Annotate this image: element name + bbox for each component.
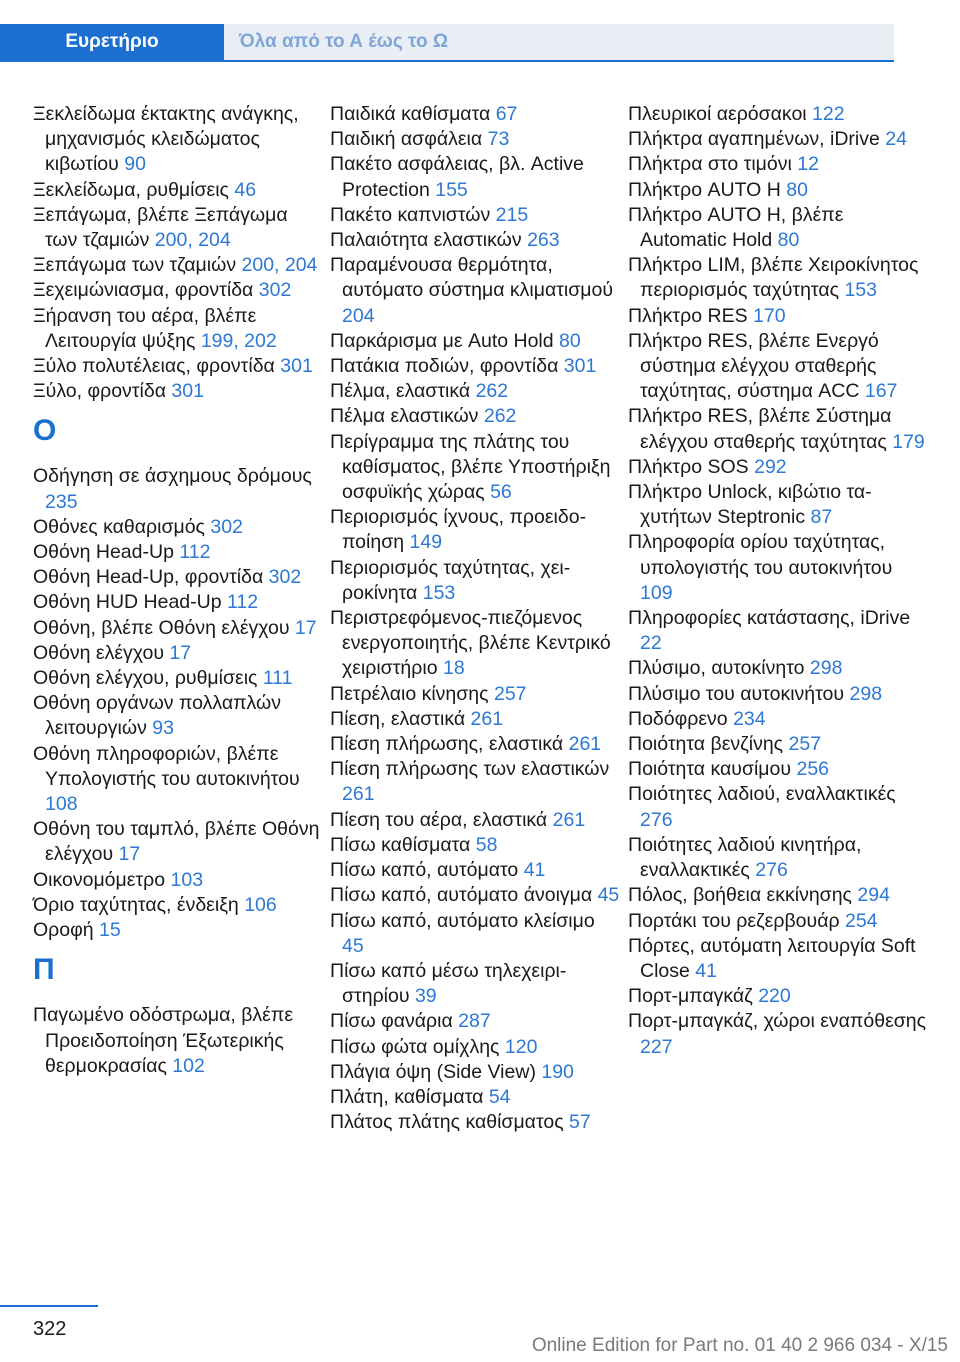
- index-entry-page-link[interactable]: 256: [796, 758, 830, 781]
- index-entry-term: Πέλμα, ελαστικά: [330, 380, 476, 403]
- index-entry-term: Ξεπάγωμα, βλέπε Ξεπάγωμα των τζαμιών: [33, 203, 288, 252]
- index-entry: [628, 782, 928, 832]
- index-entry-term: Πόρτες, αυτόματη λειτουργία Soft Close: [628, 934, 916, 982]
- tab-index[interactable]: Ευρετήριο: [0, 24, 224, 60]
- index-entry-term: Πίσω καπό, αυτόματο: [330, 859, 524, 882]
- index-entry-page-link[interactable]: 215: [495, 203, 529, 226]
- index-entry-term: Οθόνη ελέγχου, ρυθμίσεις: [33, 667, 263, 690]
- index-entry-page-link[interactable]: 24: [885, 128, 907, 151]
- index-entry-term: Παγωμένο οδόστρωμα, βλέπε Προειδοποίηση Έξωτερικής θερμοκρασίας: [33, 1004, 294, 1077]
- index-entry-term: Πίσω καπό, αυτόματο κλείσιμο: [330, 909, 595, 932]
- index-entry: [628, 732, 928, 757]
- index-entry-page-link[interactable]: 153: [422, 581, 456, 604]
- index-entry-page-link[interactable]: 45: [597, 884, 620, 907]
- index-entry-page-link[interactable]: 200, 204: [241, 254, 318, 277]
- index-entry: [33, 379, 323, 404]
- index-entry: [330, 959, 620, 1009]
- index-letter-heading: Ο: [33, 414, 57, 448]
- index-entry-term: Πλύσιμο του αυτοκινήτου: [628, 682, 850, 705]
- index-entry-page-link[interactable]: 58: [475, 833, 498, 856]
- index-entry: [628, 203, 928, 253]
- index-entry-page-link[interactable]: 103: [170, 868, 204, 891]
- index-entry-term: Πέλμα ελαστικών: [330, 405, 484, 428]
- index-entry-term: Πλήκτρο Unlock, κιβώτιο ταχυτήτων Steptronic: [628, 481, 872, 529]
- index-entry-page-link[interactable]: 73: [487, 128, 510, 151]
- tab-a-to-z[interactable]: Όλα από το Α έως το Ω: [224, 24, 894, 60]
- index-entry-term: Πλάτος πλάτης καθίσματος: [330, 1111, 570, 1134]
- index-entry: [33, 817, 323, 867]
- index-entry: [330, 127, 620, 152]
- index-entry-term: Πακέτο καπνιστών: [330, 203, 496, 226]
- index-entry-term: Πίσω φώτα ομίχλης: [330, 1035, 505, 1058]
- index-entry-page-link[interactable]: 155: [435, 178, 468, 201]
- index-entry-page-link[interactable]: 39: [414, 985, 437, 1008]
- index-entry-page-link[interactable]: 153: [844, 279, 877, 302]
- index-entry-term: Πετρέλαιο κίνησης: [330, 682, 494, 705]
- index-entry-term: Οθόνη οργάνων πολλαπλών λειτουργιών: [33, 692, 281, 740]
- index-entry: [628, 757, 928, 782]
- page-number-divider: [0, 1305, 98, 1307]
- index-entry-page-link[interactable]: 17: [169, 641, 192, 664]
- index-entry-term: Πλήκτρα στο τιμόνι: [628, 153, 798, 176]
- index-entry-term: Πόλος, βοήθεια εκκίνησης: [628, 884, 858, 907]
- index-entry: [628, 127, 928, 152]
- index-entry-page-link[interactable]: 112: [227, 591, 259, 614]
- index-entry-term: Ξεχειμώνιασμα, φροντίδα: [33, 279, 259, 302]
- index-entry: [628, 253, 928, 303]
- index-entry-page-link[interactable]: 109: [640, 581, 673, 604]
- index-entry-term: Οθόνη ελέγχου: [33, 641, 170, 664]
- index-entry: [330, 1060, 620, 1085]
- index-entry: [628, 707, 928, 732]
- index-entry-term: Πλήκτρο AUTO H: [628, 178, 787, 201]
- index-entry: [33, 666, 323, 691]
- index-entry: [33, 868, 323, 893]
- header-divider: [0, 60, 894, 62]
- index-entry: [33, 540, 323, 565]
- index-entry-term: Περιορισμός ίχνους, προειδοποίηση: [330, 506, 587, 554]
- index-entry-term: Πίσω καπό μέσω τηλεχειριστηρίου: [330, 959, 567, 1008]
- index-entry-page-link[interactable]: 111: [262, 667, 293, 690]
- index-entry-page-link[interactable]: 149: [409, 531, 443, 554]
- index-entry-page-link[interactable]: 54: [488, 1085, 511, 1108]
- index-entry-term: Οθόνη, βλέπε Οθόνη ελέγχου: [33, 616, 295, 639]
- index-entry-term: Πακέτο ασφάλειας, βλ. Active Protection: [330, 153, 584, 201]
- index-entry: [628, 404, 928, 454]
- index-entry-term: Όριο ταχύτητας, ένδειξη: [33, 893, 245, 916]
- index-entry: [330, 556, 620, 606]
- index-column-1: [33, 102, 323, 1079]
- index-entry: [33, 253, 323, 278]
- index-entry-term: Ποιότητες λαδιού κινητήρα, εναλλακτικές: [628, 833, 862, 882]
- index-entry-term: Πατάκια ποδιών, φροντίδα: [330, 355, 564, 378]
- index-entry-page-link[interactable]: 106: [244, 893, 277, 916]
- index-entry-page-link[interactable]: 45: [342, 934, 364, 957]
- index-entry-term: Ποδόφρενο: [628, 707, 734, 730]
- index-entry-page-link[interactable]: 18: [442, 657, 465, 680]
- index-entry-term: Οθόνες καθαρισμός: [33, 515, 211, 538]
- index-entry-term: Ξεκλείδωμα έκτακτης ανάγκης, μηχανισμός κλειδώματος κιβωτίου: [33, 103, 299, 176]
- index-entry: [33, 304, 323, 354]
- index-entry: [628, 934, 928, 984]
- index-entry: [628, 178, 928, 203]
- index-entry-page-link[interactable]: 190: [541, 1060, 574, 1083]
- index-entry-page-link[interactable]: 234: [733, 707, 766, 730]
- index-entry-page-link[interactable]: 102: [172, 1054, 205, 1077]
- index-entry-term: Ξεκλείδωμα, ρυθμίσεις: [33, 178, 235, 201]
- index-entry-page-link[interactable]: 302: [210, 515, 243, 538]
- index-entry-term: Παρκάρισμα με Auto Hold: [330, 329, 560, 352]
- index-entry-term: Πίεση του αέρα, ελαστικά: [330, 808, 553, 831]
- index-entry-page-link[interactable]: 122: [812, 103, 845, 125]
- index-entry-page-link[interactable]: 57: [569, 1111, 591, 1134]
- index-entry-page-link[interactable]: 301: [171, 380, 204, 403]
- index-entry-term: Πορτάκι του ρεζερβουάρ: [628, 909, 845, 932]
- index-column-3: [628, 102, 928, 1060]
- index-entry: [330, 102, 620, 127]
- index-entry: [330, 1110, 620, 1135]
- index-entry: [330, 757, 620, 807]
- index-entry-page-link[interactable]: 80: [559, 329, 581, 352]
- index-entry-page-link[interactable]: 302: [258, 279, 292, 302]
- index-entry: [330, 707, 620, 732]
- index-entry-term: Πλήκτρο RES: [628, 304, 753, 327]
- index-entry: [330, 1035, 620, 1060]
- index-entry: [33, 918, 323, 943]
- index-entry-page-link[interactable]: 56: [490, 481, 512, 504]
- index-entry-term: Πλάτη, καθίσματα: [330, 1085, 489, 1108]
- index-entry: [33, 178, 323, 203]
- index-entry: [628, 883, 928, 908]
- index-entry: [330, 203, 620, 228]
- index-entry: [330, 505, 620, 555]
- index-entry-term: Πλήκτρο AUTO H, βλέπε Automatic Hold: [628, 203, 844, 252]
- index-entry: [330, 682, 620, 707]
- index-entry-page-link[interactable]: 227: [640, 1035, 673, 1058]
- index-entry: [330, 1009, 620, 1034]
- index-entry-page-link[interactable]: 22: [640, 632, 662, 655]
- index-entry-page-link[interactable]: 46: [234, 178, 257, 201]
- index-entry: [33, 641, 323, 666]
- index-entry-page-link[interactable]: 80: [786, 178, 808, 201]
- index-entry: [33, 565, 323, 590]
- index-entry-page-link[interactable]: 15: [99, 919, 121, 942]
- index-entry-term: Πορτ-μπαγκάζ, χώροι εναπόθεσης: [628, 1010, 927, 1033]
- index-entry-term: Οθόνη HUD Head-Up: [33, 591, 227, 614]
- index-entry: [330, 253, 620, 329]
- index-entry-term: Παλαιότητα ελαστικών: [330, 229, 528, 252]
- index-entry-page-link[interactable]: 257: [493, 682, 527, 705]
- index-entry-term: Παιδικά καθίσματα: [330, 103, 496, 125]
- index-entry: [330, 808, 620, 833]
- index-entry-term: Πίεση, ελαστικά: [330, 707, 471, 730]
- index-entry-term: Οθόνη του ταμπλό, βλέπε Οθόνη ελέγχου: [33, 818, 320, 866]
- index-entry: [33, 102, 323, 178]
- index-entry: [628, 455, 928, 480]
- index-entry-term: Πίσω φανάρια: [330, 1010, 459, 1033]
- index-entry-page-link[interactable]: 261: [470, 707, 504, 730]
- index-entry: [628, 833, 928, 883]
- index-entry: [33, 691, 323, 741]
- index-entry-page-link[interactable]: 262: [475, 380, 509, 403]
- index-entry-term: Ξήρανση του αέρα, βλέπε Λειτουργία ψύξης: [33, 304, 257, 352]
- index-entry: [33, 464, 323, 514]
- index-entry-page-link[interactable]: 87: [810, 506, 833, 529]
- index-entry: [33, 515, 323, 540]
- index-entry-page-link[interactable]: 93: [152, 717, 174, 740]
- index-entry-term: Ξεπάγωμα των τζαμιών: [33, 254, 242, 277]
- index-entry: [628, 102, 928, 127]
- index-entry-page-link[interactable]: 254: [844, 909, 878, 932]
- index-entry-page-link[interactable]: 257: [788, 733, 822, 756]
- index-entry: [628, 152, 928, 177]
- index-entry-page-link[interactable]: 12: [797, 153, 819, 176]
- index-entry-term: Πλύσιμο, αυτοκίνητο: [628, 657, 810, 680]
- index-entry-term: Πλήκτρα αγαπημένων, iDrive: [628, 128, 886, 151]
- index-entry: [330, 1085, 620, 1110]
- index-entry-term: Πλάγια όψη (Side View): [330, 1060, 542, 1083]
- index-entry: [33, 203, 323, 253]
- index-entry-term: Πληροφορίες κατάστασης, iDrive: [628, 607, 911, 630]
- index-entry: [330, 909, 620, 959]
- index-entry-term: Ποιότητα καυσίμου: [628, 758, 797, 781]
- index-entry: [628, 480, 928, 530]
- index-entry-term: Πορτ-μπαγκάζ: [628, 985, 759, 1008]
- index-entry-page-link[interactable]: 67: [495, 103, 518, 125]
- index-entry-page-link[interactable]: 292: [754, 455, 787, 478]
- index-entry-term: Ποιότητα βενζίνης: [628, 733, 789, 756]
- index-entry: [33, 590, 323, 615]
- index-entry-page-link[interactable]: 287: [458, 1010, 491, 1033]
- index-entry-page-link[interactable]: 294: [857, 884, 890, 907]
- index-entry: [330, 379, 620, 404]
- index-entry-page-link[interactable]: 261: [568, 733, 602, 756]
- index-entry-term: Παραμένουσα θερμότητα, αυτόματο σύστημα κλιματισμού: [330, 254, 614, 302]
- index-entry: [330, 152, 620, 202]
- index-entry: [330, 858, 620, 883]
- index-entry: [628, 656, 928, 681]
- index-entry-page-link[interactable]: 199, 202: [200, 329, 277, 352]
- index-entry: [628, 304, 928, 329]
- index-entry-term: Παιδική ασφάλεια: [330, 128, 488, 151]
- footer-edition: Online Edition for Part no. 01 40 2 966 034 - X/15: [531, 1335, 948, 1356]
- index-entry-page-link[interactable]: 276: [640, 808, 673, 831]
- index-entry: [330, 732, 620, 757]
- index-entry-page-link[interactable]: 200, 204: [154, 229, 231, 252]
- index-entry-term: Πίεση πλήρωσης των ελαστικών: [330, 758, 610, 781]
- index-entry-page-link[interactable]: 204: [342, 304, 375, 327]
- index-entry-term: Πλήκτρο RES, βλέπε Ενεργό σύστημα ελέγχου σταθερής ταχύτητας, σύστημα ACC: [628, 329, 879, 403]
- index-entry-page-link[interactable]: 301: [563, 355, 597, 378]
- index-entry-term: Ξύλο, φροντίδα: [33, 380, 172, 403]
- index-entry-page-link[interactable]: 220: [758, 985, 791, 1008]
- index-entry: [330, 329, 620, 354]
- index-entry: [628, 909, 928, 934]
- index-entry-page-link[interactable]: 261: [342, 783, 375, 806]
- index-entry-page-link[interactable]: 17: [118, 843, 141, 866]
- index-entry: [628, 1009, 928, 1059]
- index-entry: [33, 742, 323, 818]
- index-entry-page-link[interactable]: 41: [695, 959, 717, 982]
- index-entry-term: Πίεση πλήρωσης, ελαστικά: [330, 733, 569, 756]
- index-entry-page-link[interactable]: 41: [523, 859, 546, 882]
- index-entry-page-link[interactable]: 80: [777, 229, 800, 252]
- index-entry-term: Πλήκτρο LIM, βλέπε Χειροκίνητος περιορισμός ταχύτητας: [628, 254, 919, 302]
- index-entry-term: Οροφή: [33, 919, 100, 942]
- index-entry-page-link[interactable]: 298: [849, 682, 883, 705]
- index-entry: [330, 404, 620, 429]
- index-entry-term: Πλευρικοί αερόσακοι: [628, 103, 813, 125]
- index-entry: [330, 833, 620, 858]
- index-entry-term: Πίσω καθίσματα: [330, 833, 476, 856]
- index-column-2: [330, 102, 620, 1135]
- index-entry-term: Οθόνη Head-Up, φροντίδα: [33, 566, 269, 589]
- index-entry: [628, 606, 928, 656]
- index-entry-page-link[interactable]: 170: [753, 304, 786, 327]
- index-entry: [330, 430, 620, 506]
- index-entry-page-link[interactable]: 120: [504, 1035, 538, 1058]
- index-entry-page-link[interactable]: 108: [45, 793, 78, 816]
- header-tabs: [0, 0, 960, 60]
- index-entry-term: Πληροφορία ορίου ταχύτητας, υπολογιστής του αυτοκινήτου: [628, 531, 893, 579]
- index-entry: [330, 606, 620, 682]
- index-entry-page-link[interactable]: 90: [124, 153, 146, 176]
- index-entry-term: Περιστρεφόμενος-πιεζόμενος ενεργοποιητής, βλέπε Κεντρικό χειριστήριο: [330, 607, 611, 680]
- index-entry-term: Οδήγηση σε άσχημους δρόμους: [33, 465, 312, 488]
- index-entry-term: Πλήκτρο RES, βλέπε Σύστημα ελέγχου σταθερής ταχύτητας: [628, 405, 893, 453]
- index-entry-page-link[interactable]: 298: [809, 657, 843, 680]
- index-letter-heading: Π: [33, 953, 55, 987]
- index-entry-page-link[interactable]: 261: [552, 808, 586, 831]
- index-entry: [330, 354, 620, 379]
- index-entry: [33, 616, 323, 641]
- index-entry-page-link[interactable]: 263: [527, 229, 560, 252]
- index-entry-page-link[interactable]: 301: [280, 355, 313, 378]
- index-entry-page-link[interactable]: 276: [755, 859, 788, 882]
- index-entry-term: Πλήκτρο SOS: [628, 455, 755, 478]
- index-entry: [628, 530, 928, 606]
- index-entry-term: Οθόνη Head-Up: [33, 541, 180, 564]
- index-entry: [628, 329, 928, 405]
- index-entry: [330, 883, 620, 908]
- index-entry-term: Ποιότητες λαδιού, εναλλακτικές: [628, 783, 896, 806]
- index-entry-term: Οθόνη πληροφοριών, βλέπε Υπολογιστής του αυτοκινήτου: [33, 742, 300, 790]
- index-entry: [33, 893, 323, 918]
- index-entry-page-link[interactable]: 112: [179, 541, 211, 564]
- index-entry-page-link[interactable]: 235: [45, 490, 78, 513]
- index-entry: [628, 682, 928, 707]
- index-entry-term: Περιορισμός ταχύτητας, χειροκίνητα: [330, 556, 571, 604]
- index-entry: [33, 278, 323, 303]
- index-entry-page-link[interactable]: 179: [892, 430, 925, 453]
- index-entry: [628, 984, 928, 1009]
- index-entry: [33, 1003, 323, 1079]
- index-entry-page-link[interactable]: 302: [268, 566, 302, 589]
- page-number: 322: [33, 1318, 67, 1340]
- index-entry-term: Πίσω καπό, αυτόματο άνοιγμα: [330, 884, 598, 907]
- index-entry: [330, 228, 620, 253]
- index-entry-page-link[interactable]: 262: [483, 405, 517, 428]
- index-entry-page-link[interactable]: 17: [294, 616, 317, 639]
- index-entry-term: Οικονομόμετρο: [33, 868, 171, 891]
- index-entry-term: Περίγραμμα της πλάτης του καθίσματος, βλέπε Υποστήριξη οσφυϊκής χώρας: [330, 430, 611, 504]
- index-entry-page-link[interactable]: 167: [864, 380, 898, 403]
- index-entry-term: Ξύλο πολυτέλειας, φροντίδα: [33, 355, 281, 378]
- index-entry: [33, 354, 323, 379]
